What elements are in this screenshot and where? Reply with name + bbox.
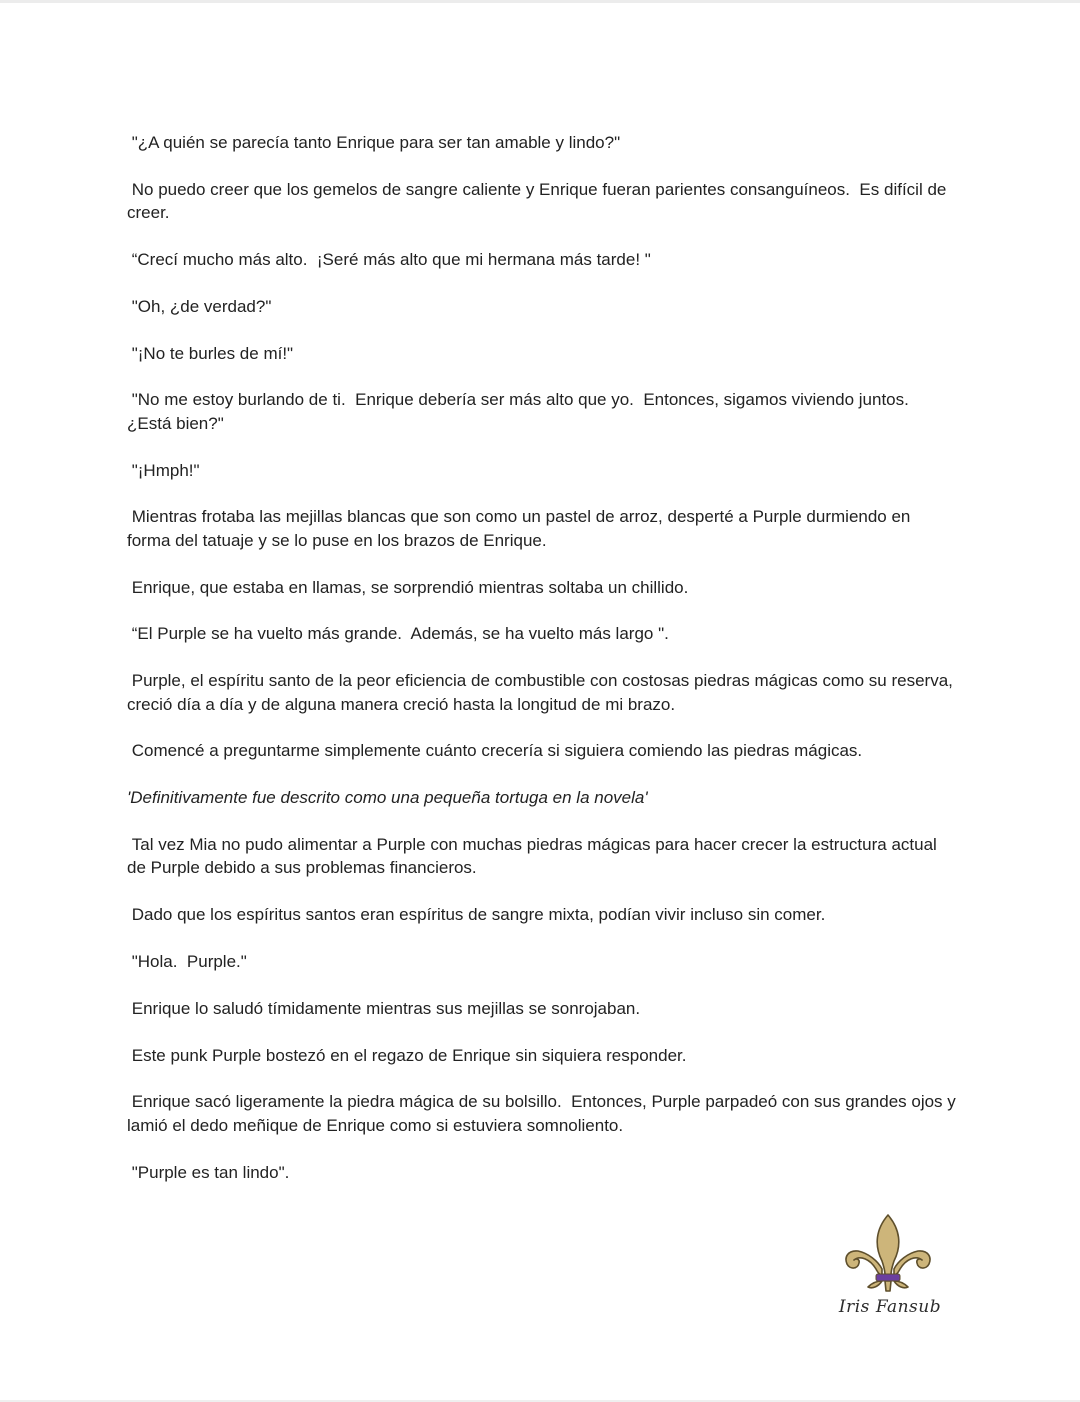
logo-text: Iris Fansub	[838, 1297, 942, 1317]
paragraph: No puedo creer que los gemelos de sangre caliente y Enrique fueran parientes consanguíneos. Es difícil de creer.	[127, 179, 952, 223]
fleur-band	[876, 1274, 900, 1281]
paragraph: Purple, el espíritu santo de la peor eficiencia de combustible con costosas piedras mágicas como su reserva, creció día a día y de alguna manera creció hasta la longitud de mi brazo.	[127, 671, 958, 714]
paragraph: Enrique lo saludó tímidamente mientras sus mejillas se sonrojaban.	[127, 998, 641, 1018]
paragraph: "Purple es tan lindo".	[127, 1162, 290, 1182]
paragraph: "¿A quién se parecía tanto Enrique para ser tan amable y lindo?"	[127, 133, 621, 152]
watermark-logo	[838, 1211, 942, 1323]
paragraph: 'Definitivamente fue descrito como una pequeña tortuga en la novela'	[127, 788, 648, 808]
paragraph: “El Purple se ha vuelto más grande. Además, se ha vuelto más largo ".	[127, 624, 669, 644]
paragraph: "No me estoy burlando de ti. Enrique debería ser más alto que yo. Entonces, sigamos viviendo juntos. ¿Está bien?"	[127, 390, 919, 433]
document-body	[127, 131, 961, 1207]
paragraph: Mientras frotaba las mejillas blancas que son como un pastel de arroz, desperté a Purple durmiendo en forma del tatuaje y se lo puse en los brazos de Enrique.	[127, 507, 916, 550]
paragraph: Enrique, que estaba en llamas, se sorprendió mientras soltaba un chillido.	[127, 577, 689, 597]
paragraph: "Oh, ¿de verdad?"	[127, 296, 272, 316]
paragraph: “Crecí mucho más alto. ¡Seré más alto que mi hermana más tarde! "	[127, 250, 651, 269]
paragraph: "¡No te burles de mí!"	[127, 343, 294, 363]
paragraph: Tal vez Mia no pudo alimentar a Purple con muchas piedras mágicas para hacer crecer la estructura actual de Purple debido a sus problemas financieros.	[127, 834, 942, 878]
fleur-de-lis-icon	[838, 1211, 938, 1297]
paragraph: Comencé a preguntarme simplemente cuánto crecería si siguiera comiendo las piedras mágicas.	[127, 741, 863, 761]
paragraph: "¡Hmph!"	[127, 460, 200, 480]
paragraph: "Hola. Purple."	[127, 951, 247, 971]
paragraph: Enrique sacó ligeramente la piedra mágica de su bolsillo. Entonces, Purple parpadeó con sus grandes ojos y lamió el dedo meñique de Enrique como si estuviera somnoliento.	[127, 1092, 961, 1135]
paragraph: Dado que los espíritus santos eran espíritus de sangre mixta, podían vivir incluso sin comer.	[127, 905, 826, 925]
paragraph: Este punk Purple bostezó en el regazo de Enrique sin siquiera responder.	[127, 1045, 687, 1065]
